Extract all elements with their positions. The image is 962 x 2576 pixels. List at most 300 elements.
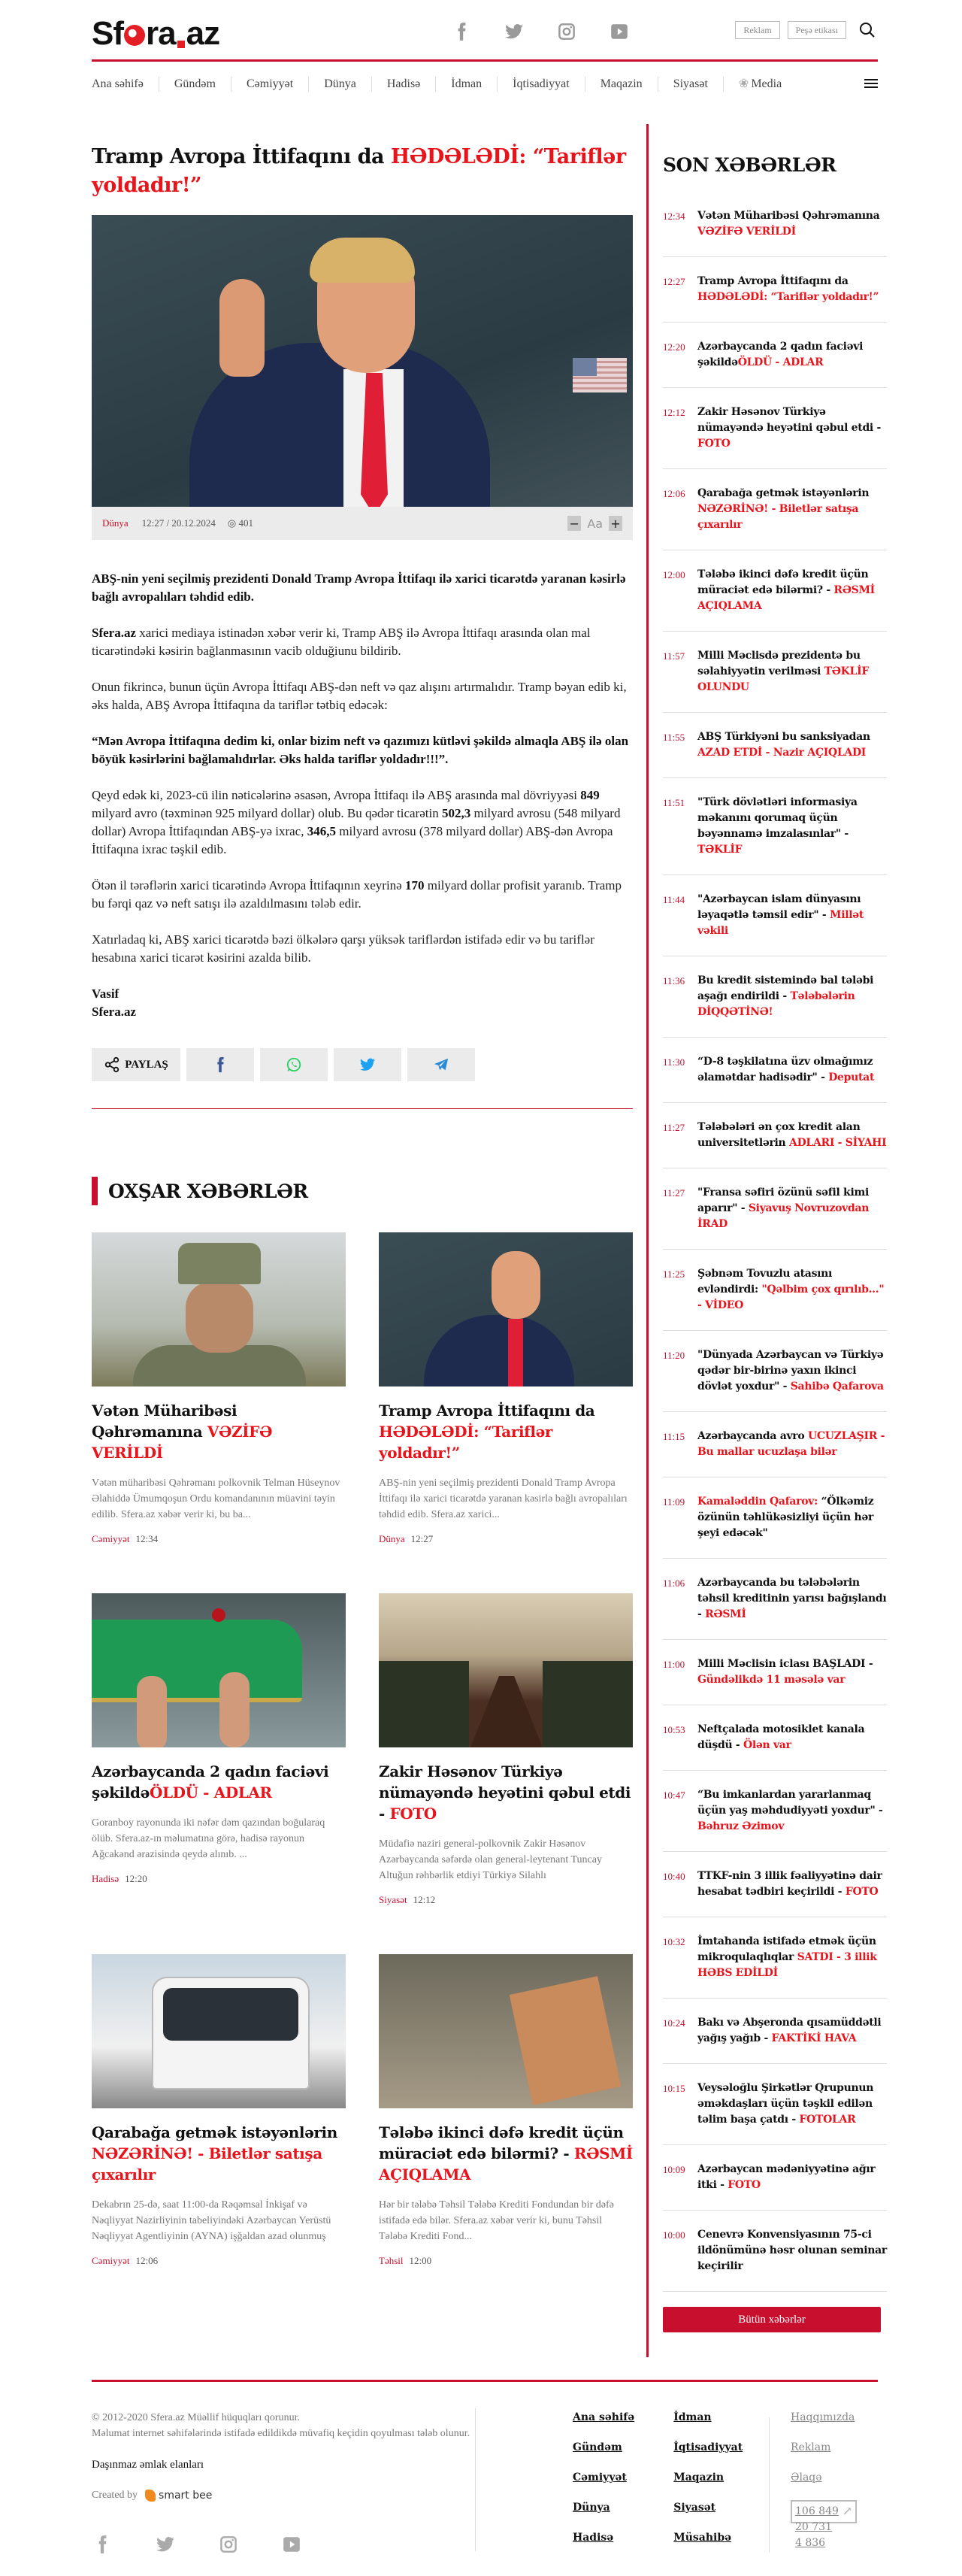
counter-value: 20 731 [795,2521,832,2533]
sidebar-news-item[interactable] [663,2211,887,2292]
title-highlight: UCUZLAŞIR - Bu mallar ucuzlaşa bilər [697,1430,885,1458]
sidebar-news-item[interactable] [663,1852,887,1917]
article-paragraph [92,624,633,660]
copyright [92,2410,483,2441]
article-category[interactable]: Dünya [102,517,129,529]
num: 170 [404,878,425,893]
related-card-excerpt: Hər bir tələbə Təhsil Tələbə Krediti Fondundan bir dəfə istifadə edə bilər. Sfera.az xəbər verir ki, bunu Təhsil Tələbə Krediti Fond... [379,2199,614,2242]
sidebar-news-item[interactable] [663,1477,887,1559]
news-title [697,1266,887,1314]
title-text: Tələbə ikinci dəfə kredit üçün müraciət edə bilərmi? - [697,568,869,596]
news-time: 10:15 [663,2083,685,2094]
nav-item-cemiyyet[interactable]: Cəmiyyət [231,77,308,92]
news-title [697,567,887,614]
share-bar [92,1048,633,1081]
time: 12:00 [409,2255,432,2266]
share-icon [104,1056,120,1073]
header-buttons [735,21,846,39]
related-thumbnail [379,1232,633,1386]
related-card-meta [379,1533,633,1545]
created-by-label: Created by [92,2490,138,2501]
category: Hadisə [92,1873,119,1884]
related-card-excerpt: Goranboy rayonunda iki nəfər dəm qazından boğularaq ölüb. Sfera.az-ın məlumatına görə, hadisə rayonun Ağcakənd ərazisində qeydə alınıb. ... [92,1817,325,1860]
news-title [697,1575,887,1623]
related-thumbnail [92,1232,346,1386]
nav-item-maqazin[interactable]: Maqazin [585,77,658,92]
title-highlight: FAKTİKİ HAVA [771,2032,857,2044]
title-highlight: Gündəlikdə 11 məsələ var [697,1674,846,1686]
news-title [697,1934,887,1981]
article-title-main: Tramp Avropa İttifaqını da [92,145,391,168]
nav-item-siyaset[interactable]: Siyasət [658,77,723,92]
share-twitter-icon[interactable] [334,1048,401,1081]
news-title [697,1787,887,1835]
title-highlight: TƏKLİF OLUNDU [697,665,869,693]
related-card[interactable] [379,1954,633,2315]
share-telegram-icon[interactable] [407,1048,475,1081]
related-card[interactable] [379,1232,633,1593]
nav-item-iqtisadiyyat[interactable]: İqtisadiyyat [497,77,585,92]
news-title [697,2015,887,2047]
title-highlight: Millət vəkili [697,909,864,937]
youtube-icon[interactable] [609,21,630,42]
footer-link[interactable]: Maqazin [673,2471,725,2484]
title-text: Milli Məclisin iclası BAŞLADI - [697,1658,873,1670]
t: milyard avrosu (378 milyard dollar) ABŞ-dən Avropa İttifaqına ixrac təşkil edib. [92,824,613,856]
related-card[interactable] [92,1232,346,1593]
news-title [697,973,887,1020]
news-time: 11:44 [663,894,685,905]
sidebar-news-item[interactable] [663,713,887,778]
sidebar-news-item[interactable] [663,1331,887,1412]
article-datetime: 12:27 / 20.12.2024 [141,517,216,529]
title-highlight: FOTO [845,1886,879,1898]
news-title [697,1185,887,1232]
news-time: 11:00 [663,1659,685,1670]
category: Cəmiyyət [92,2255,130,2266]
t: milyard dollar profisit yaranıb. Tramp bu fərqi qaz və neft satışı ilə azaldılmasını tələb edir. [92,878,622,911]
related-card-excerpt: Müdafiə naziri general-polkovnik Zakir Həsənov Azərbaycanda səfərdə olan general-leytenant Tuncay Altuğun rəhbərlik etdiyi Türkiyə Silahlı [379,1838,602,1881]
title-highlight: RƏSMİ [705,1608,746,1620]
related-card[interactable] [379,1593,633,1954]
related-card-title [92,1400,346,1463]
created-by [92,2490,212,2502]
related-title [92,1177,633,1205]
news-time: 11:27 [663,1187,685,1199]
news-time: 12:00 [663,569,685,580]
news-title [697,208,887,240]
category: Dünya [379,1533,405,1544]
title-text: Tramp Avropa İttifaqını da [379,1402,595,1420]
copyright-notice: Məlumat internet səhifələrində istifadə edildikdə müvafiq keçidin qoyulması tələb olunur. [92,2428,470,2439]
related-thumbnail [379,1954,633,2108]
sidebar-list [663,208,887,2292]
news-time: 11:36 [663,975,685,986]
youtube-icon[interactable] [281,2534,302,2555]
sidebar-news-item[interactable] [663,1640,887,1705]
t: milyard avrosu (548 milyard dollar) Avropa İttifaqından ABŞ-yə ixrac, [92,806,621,838]
sidebar-news-item[interactable] [663,257,887,323]
bee-icon [145,2490,156,2502]
article-meta [92,507,633,540]
title-text: Bakı və Abşeronda qısamüddətli yağış yağıb - [697,2017,882,2044]
sidebar-news-item[interactable] [663,1038,887,1103]
footer-divider [92,2380,878,2382]
font-size-icon: Aa [587,516,603,531]
article-quote [92,732,633,768]
instagram-icon[interactable] [556,21,577,42]
title-highlight: RƏSMİ AÇIQLAMA [697,584,875,612]
nav-item-dunya[interactable]: Dünya [308,77,371,92]
news-time: 11:51 [663,797,685,808]
footer-link[interactable]: Hadisə [573,2532,614,2544]
quote-text: “Mən Avropa İttifaqına dedim ki, onlar bizim neft və qazımızı kütləvi şəkildə almaqla ABŞ ilə olan böyük kəsirlərini bağlamalıdırlar. Əks halda tariflər yoldadır!!!”. [92,734,629,766]
counter-value: 4 836 [795,2537,826,2549]
font-increase-button[interactable]: + [609,516,622,531]
logo-dot [177,41,185,48]
article-hero-image [92,215,633,507]
title-text: "Azərbaycan islam dünyasını ləyaqətlə təmsil edir" - [697,893,861,921]
related-card-excerpt: ABŞ-nin yeni seçilmiş prezidenti Donald Tramp Avropa İttifaqı ilə xarici ticarətdə yaranan kəsirlə bağlı avropalıları təhdid edib. Sfera.az xarici... [379,1477,628,1520]
sidebar-news-item[interactable] [663,632,887,713]
sidebar-news-item[interactable] [663,1103,887,1168]
nav-item-idman[interactable]: İdman [435,77,497,92]
num: 849 [580,788,600,802]
title-highlight: Kamaləddin Qafarov: [697,1496,818,1508]
title-text: İmtahanda istifadə etmək üçün mikroqulaqlıqlar [697,1935,876,1963]
title-text: Zakir Həsənov Türkiyə nümayəndə heyətini qəbul etdi - [697,406,882,434]
title-text: Bu kredit sistemində bal tələbi aşağı endirildi - [697,974,874,1002]
sidebar-news-item[interactable] [663,208,887,257]
title-highlight: AZAD ETDİ - Nazir AÇIQLADI [697,747,867,759]
nav-item-home[interactable]: Ana səhifə [92,77,144,90]
title-text: Cenevrə Konvensiyasının 75-ci ildönümünə həsr olunan seminar keçirilir [697,2229,887,2272]
news-time: 11:27 [663,1122,685,1133]
related-card-excerpt: Dekabrın 25-də, saat 11:00-da Rəqəmsal İnkişaf və Nəqliyyat Nazirliyinin tabeliyindəki Azərbaycan Yerüstü Nəqliyyat Agentliyinin (AYNA) işğaldan azad olunmuş [92,2199,331,2242]
sidebar-news-item[interactable] [663,875,887,956]
sidebar-news-item[interactable] [663,1705,887,1771]
title-highlight: VƏZİFƏ VERİLDİ [697,226,796,238]
about-link[interactable]: Haqqımızda [791,2411,855,2423]
news-title [697,1347,887,1395]
title-text: TTKF-nin 3 illik fəaliyyətinə dair hesabat tədbiri keçirildi - [697,1870,882,1898]
font-size-control [567,516,622,531]
title-highlight: Siyavuş Novruzovdan İRAD [697,1202,870,1230]
source-bold: Sfera.az [92,626,137,640]
footer-link[interactable]: Gündəm [573,2441,622,2453]
creator-name: smart bee [159,2490,213,2502]
title-text: "Türk dövlətləri informasiya məkanını qorumaq üçün bəyənnamə imzalasınlar" - [697,796,858,840]
article-title-highlight: HƏDƏLƏDİ: “Tariflər yoldadır!” [92,145,626,197]
title-text: Vətən Müharibəsi Qəhrəmanına [92,1402,237,1441]
related-card-meta [92,1873,346,1885]
time: 12:27 [410,1533,434,1544]
related-thumbnail [379,1593,633,1747]
sidebar-news-item[interactable] [663,956,887,1038]
lead-text: ABŞ-nin yeni seçilmiş prezidenti Donald Tramp Avropa İttifaqı ilə xarici ticarətdə yaranan kəsirlə bağlı avropalıları təhdid edib. [92,571,626,604]
news-title [697,795,887,858]
footer-link[interactable]: İdman [673,2411,712,2423]
arrow-icon: ↗ [842,2504,852,2518]
time: 12:12 [413,1894,436,1905]
t: Ötən il tərəflərin xarici ticarətində Avropa İttifaqının xeyrinə [92,878,405,893]
site-logo[interactable] [92,15,219,53]
twitter-icon[interactable] [504,21,525,42]
title-text: Qarabağa getmək istəyənlərin [92,2123,337,2141]
footer-link[interactable]: Dünya [573,2502,610,2514]
title-highlight: NƏZƏRİNƏ! - Biletlər satışa çıxarılır [92,2144,322,2184]
news-title [697,648,887,696]
title-text: Qarabağa getmək istəyənlərin [697,487,870,499]
logo-globe-icon [124,25,145,46]
title-text: Azərbaycan mədəniyyətinə ağır itki - [697,2163,876,2191]
footer-socials [92,2534,302,2555]
news-time: 11:20 [663,1350,685,1361]
title-text: Tələbə ikinci dəfə kredit üçün müraciət edə bilərmi? - [379,2123,624,2162]
sidebar-news-item[interactable] [663,1168,887,1250]
logo-az: az [186,15,220,52]
title-highlight: VƏZİFƏ VERİLDİ [92,1423,272,1462]
title-highlight: HƏDƏLƏDİ: “Tariflər yoldadır!” [697,291,879,303]
title-highlight: Ölən var [743,1739,791,1751]
author: Vasif [92,986,119,1001]
news-title [697,1656,887,1688]
category: Cəmiyyət [92,1533,130,1544]
sidebar-news-item[interactable] [663,2145,887,2211]
all-news-button[interactable]: Bütün xəbərlər [663,2307,881,2332]
news-time: 11:55 [663,732,685,743]
search-icon[interactable] [858,21,878,41]
news-time: 10:47 [663,1790,685,1801]
footer-link[interactable]: Müsahibə [673,2532,732,2544]
sidebar-news-item[interactable] [663,469,887,550]
news-title [697,274,887,305]
t: milyard avro (təxminən 925 milyard dollar) olub. Bu qədər ticarətin [92,806,442,820]
sidebar-news-item[interactable] [663,1559,887,1640]
title-text: "Dünyada Azərbaycan və Türkiyə qədər bir-birinə yaxın ikinci dövlət yoxdur" - [697,1349,884,1393]
news-time: 11:57 [663,650,685,662]
sidebar-news-item[interactable] [663,388,887,469]
title-highlight: FOTO [697,438,731,450]
news-time: 10:00 [663,2229,685,2241]
sidebar-news-item[interactable] [663,1999,887,2064]
title-highlight: RƏSMİ AÇIQLAMA [379,2144,633,2184]
footer-col-3 [791,2410,857,2549]
nav-item-hadise[interactable]: Hadisə [371,77,435,92]
twitter-icon[interactable] [155,2534,176,2555]
share-label: PAYLAŞ [125,1058,168,1071]
menu-icon[interactable] [864,77,878,90]
share-facebook-icon[interactable] [186,1048,254,1081]
related-card-meta [92,1533,346,1545]
contact-link[interactable]: Əlaqə [791,2471,822,2484]
real-estate-link[interactable]: Daşınmaz əmlak elanları [92,2459,204,2471]
title-highlight: FOTO [389,1805,437,1823]
title-text: “D-8 təşkilatına üzv olmağımız əlamətdar hadisədir" - [697,1056,873,1083]
article-paragraph: Xatırladaq ki, ABŞ xarici ticarətdə bəzi ölkələrə qarşı yüksək tariflərdən istifadə edir və bu tariflər hesabına xarici ticarət kəsirini azalda bilib. [92,932,594,965]
article [92,143,633,1109]
facebook-icon[interactable] [92,2534,113,2555]
sidebar-news-item[interactable] [663,550,887,632]
related-card-title [379,2122,633,2185]
news-title [697,1868,887,1900]
news-time: 12:06 [663,488,685,499]
title-highlight: NƏZƏRİNƏ! - Biletlər satışa çıxarılır [697,503,859,531]
news-title [697,339,887,371]
category: Siyasət [379,1894,407,1905]
title-text: Şəbnəm Tovuzlu atasını evləndirdi: [697,1268,833,1296]
news-title [697,2227,887,2274]
footer-separator [475,2408,476,2551]
instagram-icon[interactable] [218,2534,239,2555]
title-highlight: "Qəlbim çox qırılıb..." - VİDEO [697,1283,885,1311]
footer-col-1 [573,2410,634,2546]
news-title [697,2080,887,2128]
title-text: "Fransa səfiri özünü səfil kimi aparır" - [697,1186,870,1214]
news-title [697,892,887,939]
sidebar-news-item[interactable] [663,1917,887,1999]
title-text: Milli Məclisdə prezidentə bu səlahiyyətin verilməsi [697,650,861,677]
sidebar-news-item[interactable] [663,778,887,875]
title-text: Tramp Avropa İttifaqını da [697,275,849,287]
footer-nav [573,2410,782,2546]
nav-item-gundem[interactable]: Gündəm [159,77,231,92]
site-header [92,0,878,105]
logo-ra: ra [146,15,176,52]
related-thumbnail [92,1954,346,2108]
footer-separator [769,2417,770,2553]
related-card-title [379,1400,633,1463]
news-time: 12:12 [663,407,685,418]
num: 346,5 [307,824,336,838]
title-text: ABŞ Türkiyəni bu sanksiyadan [697,731,870,743]
title-highlight: ÖLDÜ - ADLAR [737,356,824,368]
font-decrease-button[interactable]: − [567,516,581,531]
news-title [697,1722,887,1753]
footer-col-2 [673,2410,743,2546]
share-button[interactable] [92,1048,180,1081]
sidebar-news-item[interactable] [663,1771,887,1852]
article-body [92,570,633,1021]
paragraph-text: xarici mediaya istinadən xəbər verir ki, Tramp ABŞ ilə Avropa İttifaqı arasında olan mal ticarətindəki kəsirin bağlanmasının vacib olduğiunu bildirib. [92,626,591,658]
title-text: Vətən Müharibəsi Qəhrəmanına [697,210,880,222]
category: Təhsil [379,2255,404,2266]
title-highlight: Bəhruz Əzimov [697,1820,785,1832]
title-highlight: ADLARI - SİYAHI [789,1137,887,1149]
title-highlight: Sahibə Qafarova [790,1380,884,1393]
news-time: 10:53 [663,1724,685,1735]
news-title [697,2162,887,2193]
copyright-text: © 2012-2020 Sfera.az Müəllif hüquqları qorunur. [92,2412,300,2423]
news-time: 11:09 [663,1496,685,1508]
article-title [92,143,633,200]
time: 12:06 [135,2255,159,2266]
sidebar-title: SON XƏBƏRLƏR [663,154,836,176]
news-time: 11:25 [663,1268,685,1280]
article-paragraph [92,786,633,859]
news-time: 10:32 [663,1936,685,1947]
title-text: Neftçalada motosiklet kanala düşdü - [697,1723,865,1751]
article-signature [92,985,633,1021]
sidebar-divider [646,124,649,2357]
title-text: Azərbaycanda 2 qadın faciəvi şəkildə [697,341,864,368]
article-paragraph [92,877,633,913]
article-views: ◎ 401 [228,517,253,529]
header-divider [92,59,878,62]
article-paragraph: Onun fikrincə, bunun üçün Avropa İttifaqı ABŞ-dən neft və qaz alışını artırmalıdır. Tramp bəyan edib ki, əks halda, ABŞ Avropa İttifaqına da tariflər tətbiq edəcək: [92,680,627,712]
title-highlight: ÖLDÜ - ADLAR [149,1784,272,1802]
footer-link[interactable]: Siyasət [673,2502,716,2514]
title-text: Tələbələri ən çox kredit alan universitetlərin [697,1121,861,1149]
header-socials [451,21,630,42]
sidebar-news-item[interactable] [663,2064,887,2145]
news-time: 12:27 [663,276,685,287]
article-divider [92,1108,633,1109]
counter-value: 106 849 [795,2505,839,2517]
title-highlight: FOTOLAR [799,2114,856,2126]
news-title [697,1494,887,1541]
logo-s: S [92,15,113,52]
article-lead [92,570,633,606]
related-card-title [92,1761,346,1803]
news-time: 11:30 [663,1056,685,1068]
footer-link[interactable]: İqtisadiyyat [673,2441,743,2453]
news-time: 12:20 [663,341,685,353]
related-card[interactable] [92,1593,346,1954]
related-title-text: OXŞAR XƏBƏRLƏR [108,1180,308,1202]
main-nav [92,74,878,95]
news-time: 11:06 [663,1577,685,1589]
visitor-counter[interactable] [791,2500,857,2549]
title-highlight: Deputat [828,1071,875,1083]
news-title [697,405,887,452]
title-text: “Bu imkanlardan yararlanmaq üçün yaş məhdudiyyəti yoxdur" - [697,1789,883,1817]
title-highlight: SATDI - 3 illik HƏBS EDİLDİ [697,1951,877,1979]
title-highlight: TƏKLİF [697,844,743,856]
sidebar-news-item[interactable] [663,323,887,388]
news-title [697,1120,887,1151]
time: 12:34 [135,1533,159,1544]
news-title [697,486,887,533]
t: Qeyd edək ki, 2023-cü ilin nəticələrinə əsasən, Avropa İttifaqı ilə ABŞ arasında mal dövriyyəsi [92,788,581,802]
news-title [697,729,887,761]
title-text: Zakir Həsənov Türkiyə nümayəndə heyətini qəbul etdi - [379,1762,631,1823]
sidebar-news-item[interactable] [663,1412,887,1477]
related-card-meta [379,2255,633,2267]
title-text: Azərbaycanda 2 qadın faciəvi şəkildə [92,1762,329,1802]
source: Sfera.az [92,1005,137,1019]
nav-item-media[interactable]: ❀ Media [723,77,797,92]
footer-link[interactable]: Cəmiyyət [573,2471,627,2484]
reklam-button[interactable]: Reklam [735,21,779,39]
related-card[interactable] [92,1954,346,2315]
footer-link[interactable]: Ana səhifə [573,2411,635,2423]
logo-f: f [113,15,124,52]
sidebar-news-item[interactable] [663,1250,887,1331]
ethics-button[interactable]: Peşə etikası [788,21,846,39]
share-whatsapp-icon[interactable] [260,1048,328,1081]
news-time: 10:40 [663,1871,685,1882]
related-grid [92,1232,633,2315]
related-card-meta [92,2255,346,2267]
news-time: 12:34 [663,211,685,222]
facebook-icon[interactable] [451,21,472,42]
title-text: Azərbaycanda bu tələbələrin təhsil kreditinin yarısı bağışlandı - [697,1577,887,1620]
smartbee-logo[interactable] [145,2490,212,2502]
advert-link[interactable]: Reklam [791,2441,831,2453]
news-time: 10:24 [663,2017,685,2029]
title-highlight: HƏDƏLƏDİ: “Tariflər yoldadır!” [379,1423,553,1462]
